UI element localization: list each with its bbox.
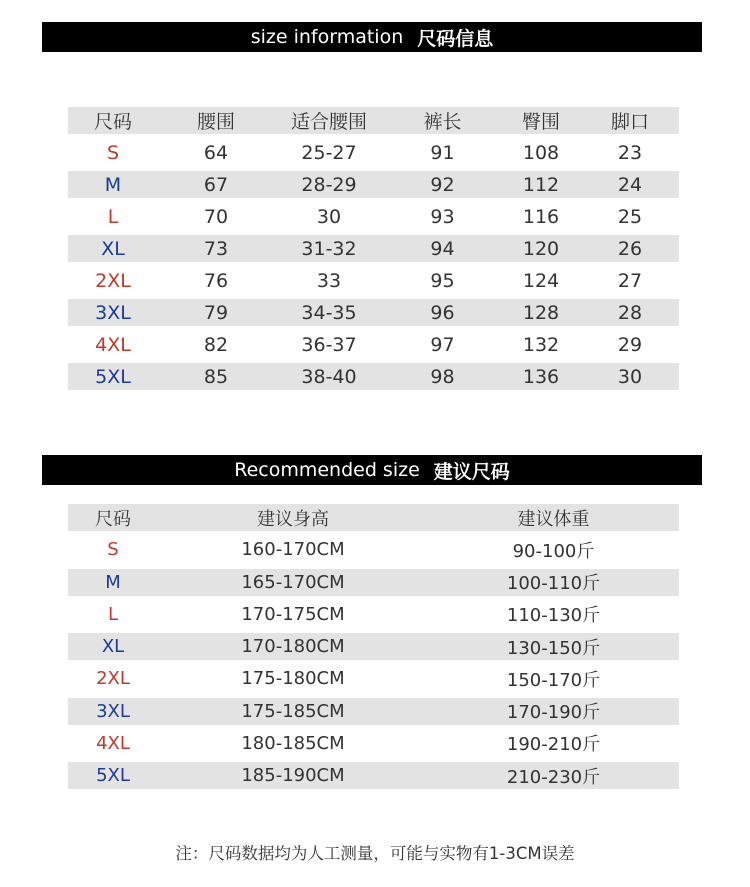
table-cell: 180-185CM — [241, 732, 345, 754]
table-cell: 38-40 — [301, 365, 357, 388]
column-header: 建议身高 — [257, 508, 329, 530]
table-row — [68, 363, 679, 390]
table-cell: 24 — [617, 173, 643, 196]
table-cell: 175-185CM — [241, 700, 345, 722]
table-header-row — [68, 504, 679, 531]
size-label: XL — [101, 237, 125, 260]
table-row — [68, 531, 679, 569]
table-row — [68, 326, 679, 363]
table-cell: 30 — [617, 365, 643, 388]
table-cell: 64 — [203, 141, 229, 164]
table-row — [68, 698, 679, 725]
table-cell: 31-32 — [301, 237, 357, 260]
table-cell: 26 — [617, 237, 643, 260]
table-cell: 108 — [522, 141, 560, 164]
table-row — [68, 134, 679, 171]
table-row — [68, 762, 679, 789]
table-row — [68, 660, 679, 698]
size-label: L — [107, 603, 119, 625]
table-cell: 33 — [316, 269, 342, 292]
table-row — [68, 299, 679, 326]
size-label: L — [107, 205, 119, 228]
table-cell: 27 — [617, 269, 643, 292]
table-cell: 29 — [617, 333, 643, 356]
table-cell: 160-170CM — [241, 539, 345, 561]
table-row — [68, 725, 679, 763]
table-cell: 165-170CM — [241, 571, 345, 593]
table-cell: 112 — [522, 173, 560, 196]
table-cell: 85 — [203, 365, 229, 388]
table-cell: 94 — [430, 237, 455, 260]
table-cell: 36-37 — [301, 333, 357, 356]
size-label: 3XL — [95, 301, 131, 324]
table-cell: 132 — [522, 333, 560, 356]
column-header: 臀围 — [521, 111, 560, 133]
size-label: S — [107, 539, 119, 561]
table-cell: 82 — [203, 333, 229, 356]
column-header: 脚口 — [610, 111, 649, 133]
recommended-size-table — [68, 504, 679, 789]
table-cell: 28-29 — [301, 173, 357, 196]
table-cell: 124 — [522, 269, 560, 292]
table-row — [68, 198, 679, 235]
banner-title-zh: 建议尺码 — [433, 460, 510, 483]
size-label: S — [106, 141, 120, 164]
table-cell: 95 — [430, 269, 455, 292]
size-label: 3XL — [96, 700, 130, 722]
table-row — [68, 235, 679, 262]
table-cell: 93 — [430, 205, 455, 228]
recommended-size-banner — [42, 455, 702, 485]
table-cell: 120 — [522, 237, 560, 260]
table-cell: 25 — [617, 205, 643, 228]
size-information-banner — [42, 22, 702, 52]
column-header: 建议体重 — [517, 508, 590, 530]
table-cell: 73 — [203, 237, 229, 260]
table-header-row — [68, 107, 679, 134]
column-header: 裤长 — [423, 111, 462, 133]
size-label: 2XL — [96, 668, 130, 690]
table-cell: 175-180CM — [241, 668, 345, 690]
table-cell: 90-100斤 — [512, 540, 595, 562]
table-row — [68, 633, 679, 660]
table-cell: 28 — [617, 301, 643, 324]
measurement-note: 注：尺码数据均为人工测量，可能与实物有1-3CM误差 — [175, 844, 575, 863]
table-row — [68, 569, 679, 596]
table-cell: 130-150斤 — [506, 637, 601, 659]
table-cell: 34-35 — [301, 301, 357, 324]
table-cell: 110-130斤 — [506, 605, 601, 627]
size-label: 4XL — [96, 732, 130, 754]
size-label: 2XL — [95, 269, 131, 292]
banner-title-en: Recommended size — [234, 459, 420, 481]
table-cell: 210-230斤 — [506, 766, 601, 788]
column-header: 尺码 — [93, 111, 132, 133]
table-cell: 170-180CM — [241, 636, 345, 657]
size-label: M — [104, 173, 122, 196]
table-cell: 91 — [430, 141, 455, 164]
banner-title-en: size information — [250, 26, 404, 48]
table-cell: 23 — [617, 141, 643, 164]
table-cell: 190-210斤 — [506, 734, 601, 756]
table-cell: 170-190斤 — [506, 702, 601, 723]
size-label: 4XL — [95, 333, 131, 356]
size-label: XL — [101, 636, 125, 657]
table-row — [68, 171, 679, 198]
table-cell: 128 — [522, 301, 560, 324]
table-cell: 79 — [203, 301, 229, 324]
column-header: 腰围 — [196, 111, 235, 133]
table-cell: 170-175CM — [241, 603, 345, 625]
size-information-table — [68, 107, 679, 390]
table-cell: 76 — [203, 269, 229, 292]
table-cell: 98 — [430, 365, 455, 388]
table-cell: 136 — [522, 365, 560, 388]
table-cell: 96 — [430, 301, 455, 324]
table-row — [68, 262, 679, 299]
table-cell: 97 — [430, 333, 455, 356]
table-cell: 25-27 — [301, 141, 357, 164]
table-cell: 67 — [203, 173, 229, 196]
table-row — [68, 596, 679, 634]
table-cell: 100-110斤 — [506, 573, 601, 594]
table-cell: 30 — [316, 205, 342, 228]
table-cell: 150-170斤 — [506, 669, 601, 691]
table-cell: 70 — [203, 205, 229, 228]
banner-title-zh: 尺码信息 — [417, 27, 494, 50]
size-label: 5XL — [96, 765, 130, 786]
size-label: 5XL — [95, 365, 131, 388]
table-cell: 92 — [430, 173, 455, 196]
table-cell: 185-190CM — [241, 765, 345, 786]
column-header: 适合腰围 — [290, 111, 367, 133]
table-cell: 116 — [522, 205, 560, 228]
size-label: M — [105, 571, 121, 593]
column-header: 尺码 — [95, 508, 131, 530]
